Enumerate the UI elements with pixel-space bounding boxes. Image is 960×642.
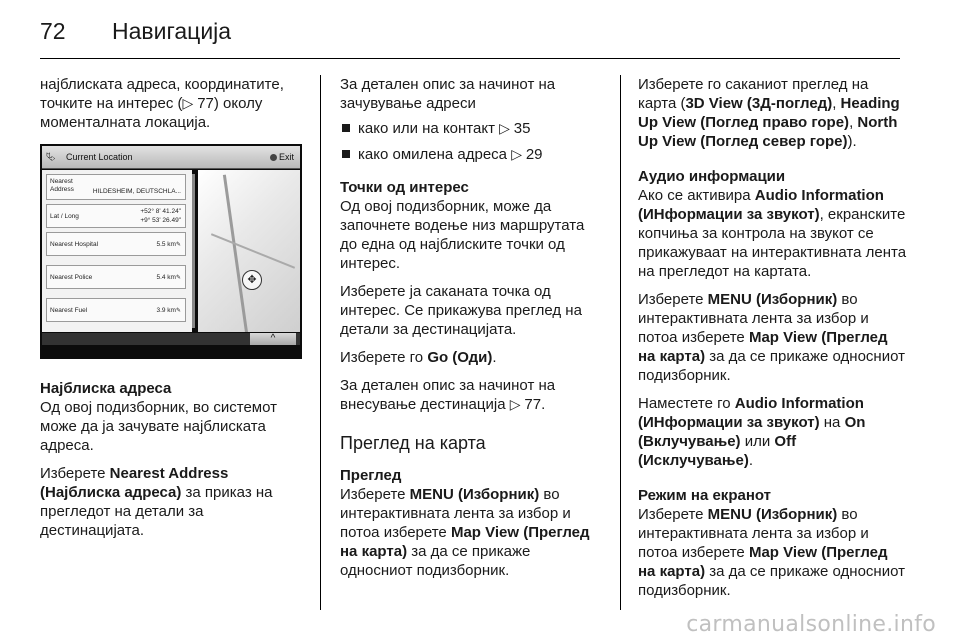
column-3 xyxy=(638,75,908,609)
column-divider xyxy=(320,75,321,610)
section-subtitle: Најблиска адреса xyxy=(40,380,172,397)
watermark: carmanualsonline.info xyxy=(686,612,936,637)
paragraph: Изберете MENU (Изборник) во интерактивната лента за избор и потоа изберете Map View (Преглед на карта) за да се прикаже односниот подизборник. xyxy=(340,486,590,579)
list-item: како или на контакт ▷ 35 xyxy=(340,119,605,138)
exit-button: Exit xyxy=(270,151,294,163)
gear-icon xyxy=(270,154,277,161)
paragraph: Наместете го Audio Information (ИНформации за звукот) на On (Вклучување) или Off (Исклучување). xyxy=(638,395,866,469)
map-view xyxy=(198,170,300,332)
edit-icon: ✎ xyxy=(175,275,181,281)
section-subtitle: Точки од интерес xyxy=(340,179,469,196)
compass-icon: ✥ xyxy=(242,270,262,290)
bullet-list xyxy=(340,119,605,164)
list-item: како омилена адреса ▷ 29 xyxy=(340,145,605,164)
section-subtitle: Аудио информации xyxy=(638,168,786,185)
instruction-paragraph: Изберете Nearest Address (Најблиска адреса) за приказ на прегледот на детали за дестинацијата. xyxy=(40,465,273,539)
section-subtitle: Преглед xyxy=(340,467,402,484)
paragraph: Изберете го саканиот преглед на карта (3D View (3Д-поглед), Heading Up View (Поглед право горе), North Up View (Поглед север горе)). xyxy=(638,76,900,150)
page-header xyxy=(40,0,920,54)
list-item: Lat / Long +52° 8' 41.24" +9° 53' 26.49" xyxy=(46,204,186,228)
column-2 xyxy=(340,75,605,589)
map-road xyxy=(211,233,295,269)
bullet-icon xyxy=(342,150,350,158)
map-road xyxy=(223,175,248,332)
page-ref-icon: ▷ xyxy=(511,146,526,162)
screen-title: Current Location xyxy=(66,152,133,162)
intro-paragraph: најблиската адреса, координатите, точките на интерес (▷ 77) околу моменталната локација. xyxy=(40,76,284,131)
paragraph: Ако се активира Audio Information (ИНформации за звукот), екранските копчиња за контрола на звукот се прикажуваат на интерактивната лента на прегледот на картата. xyxy=(638,187,907,280)
location-list xyxy=(42,170,192,332)
header-rule xyxy=(40,58,900,59)
page-number: 72 xyxy=(40,18,66,44)
column-divider xyxy=(620,75,621,610)
edit-icon: ✎ xyxy=(175,242,181,248)
paragraph: Од овој подизборник, може да започнете водење низ маршрутата до една од најблиските точки од интерес. xyxy=(340,198,585,272)
list-item: Nearest Hospital 5.5 km✎ xyxy=(46,232,186,256)
page-ref-icon: ▷ xyxy=(182,95,198,111)
back-arrow-icon: ⮱ xyxy=(46,150,56,164)
screen-title-bar xyxy=(42,146,300,168)
paragraph: Изберете MENU (Изборник) во интерактивната лента за избор и потоа изберете Map View (Преглед на карта) за да се прикаже односниот подизборник. xyxy=(638,291,905,384)
paragraph: Изберете го Go (Оди). xyxy=(340,349,497,366)
list-item: Nearest Address HILDESHEIM, DEUTSCHLA... xyxy=(46,174,186,200)
scrollbar xyxy=(192,174,195,328)
paragraph: Изберете MENU (Изборник) во интерактивната лента за избор и потоа изберете Map View (Преглед на карта) за да се прикаже односниот подизборник. xyxy=(638,506,905,599)
screen-divider xyxy=(42,168,300,169)
paragraph: За детален опис за начинот на внесување дестинација ▷ 77. xyxy=(340,377,556,413)
chevron-up-button: ^ xyxy=(250,333,296,345)
paragraph: Изберете ја саканата точка од интерес. Се прикажува преглед на детали за дестинацијата. xyxy=(340,283,582,338)
bullet-icon xyxy=(342,124,350,132)
section-subtitle: Режим на екранот xyxy=(638,487,772,504)
column-1 xyxy=(40,75,302,549)
section-paragraph: Од овој подизборник, во системот може да ја зачувате најблиската адреса. xyxy=(40,399,277,454)
screenshot-figure xyxy=(40,144,302,359)
page-ref-icon: ▷ xyxy=(499,120,514,136)
edit-icon: ✎ xyxy=(175,308,181,314)
page-ref-icon: ▷ xyxy=(509,396,525,412)
list-item: Nearest Police 5.4 km✎ xyxy=(46,265,186,289)
paragraph: За детален опис за начинот на зачувување адреси xyxy=(340,76,556,112)
page-title: Навигација xyxy=(112,18,232,44)
list-item: Nearest Fuel 3.9 km✎ xyxy=(46,298,186,322)
section-title: Преглед на карта xyxy=(340,433,486,453)
